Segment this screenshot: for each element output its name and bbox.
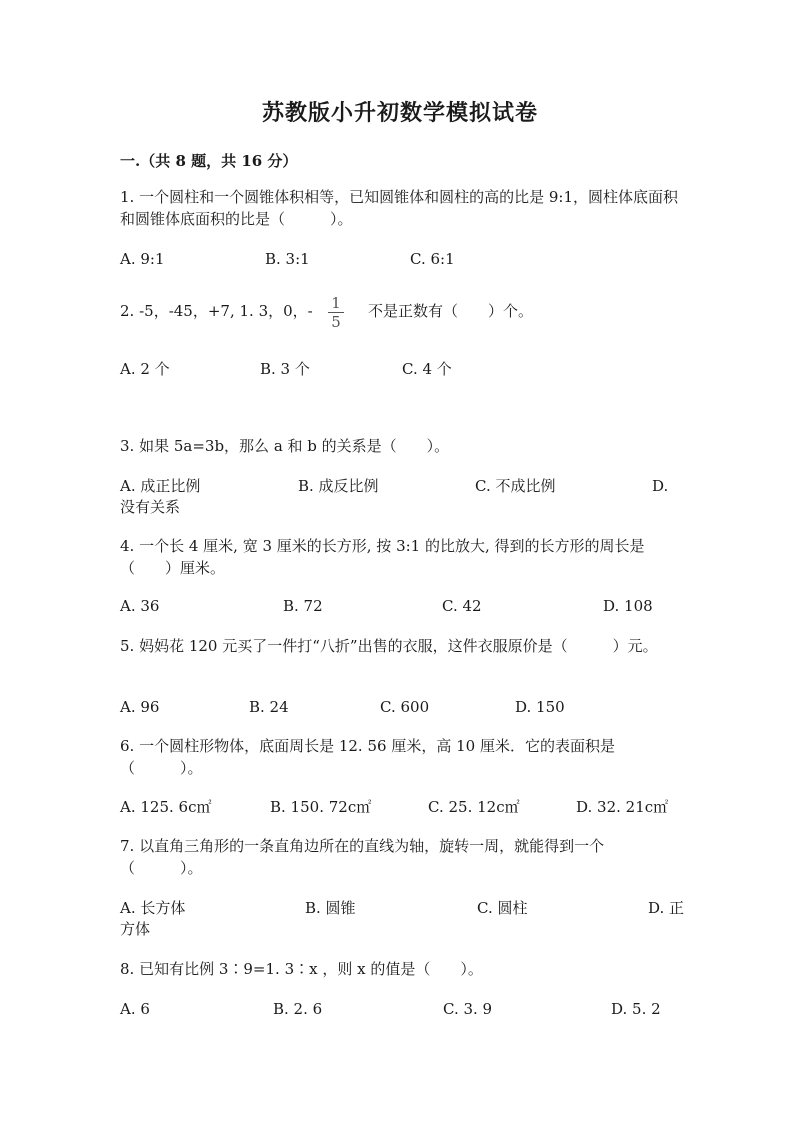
q4-option-c[interactable]: C. 42	[442, 597, 482, 615]
q7-option-d-text[interactable]: 方体	[120, 920, 151, 938]
q8-option-d[interactable]: D. 5. 2	[611, 1000, 661, 1018]
q6-option-d[interactable]: D. 32. 21c㎡	[576, 798, 669, 816]
q3-option-a[interactable]: A. 成正比例	[120, 477, 201, 495]
fraction-numerator: 1	[331, 294, 341, 312]
q2-option-a[interactable]: A. 2 个	[120, 360, 170, 378]
question-7: 7. 以直角三角形的一条直角边所在的直线为轴，旋转一周，就能得到一个（ ）。	[120, 837, 605, 877]
q5-option-c[interactable]: C. 600	[380, 698, 430, 716]
q8-option-a[interactable]: A. 6	[120, 1000, 150, 1018]
question-3: 3. 如果 5a=3b，那么 a 和 b 的关系是（ ）。	[120, 437, 450, 455]
q8-option-c[interactable]: C. 3. 9	[443, 1000, 493, 1018]
q4-option-d[interactable]: D. 108	[603, 597, 653, 615]
question-6: 6. 一个圆柱形物体，底面周长是 12. 56 厘米，高 10 厘米．它的表面积是（ ）。	[120, 737, 615, 777]
section-heading: 一.（共 8 题，共 16 分）	[120, 152, 298, 170]
exam-title: 苏教版小升初数学模拟试卷	[261, 100, 538, 126]
q4-option-a[interactable]: A. 36	[120, 597, 160, 615]
q6-option-c[interactable]: C. 25. 12c㎡	[428, 798, 520, 816]
q6-option-b[interactable]: B. 150. 72c㎡	[270, 798, 372, 816]
q3-option-c[interactable]: C. 不成比例	[475, 477, 556, 495]
q5-option-b[interactable]: B. 24	[249, 698, 289, 716]
q7-option-d[interactable]: D. 正	[648, 899, 685, 917]
q1-option-b[interactable]: B. 3:1	[265, 250, 310, 268]
q2-option-c[interactable]: C. 4 个	[402, 360, 452, 378]
q5-option-a[interactable]: A. 96	[120, 698, 160, 716]
q4-option-b[interactable]: B. 72	[283, 597, 323, 615]
q3-option-b[interactable]: B. 成反比例	[298, 477, 379, 495]
q5-option-d[interactable]: D. 150	[515, 698, 565, 716]
q7-option-a[interactable]: A. 长方体	[120, 899, 186, 917]
question-1: 1. 一个圆柱和一个圆锥体积相等，已知圆锥体和圆柱的高的比是 9:1，圆柱体底面积和圆锥体底面积的比是（ ）。	[120, 188, 678, 228]
question-2-text-before: 2. -5，-45，+7, 1. 3，0，-	[120, 302, 313, 320]
question-2-text-after: 不是正数有（ ）个。	[368, 302, 534, 320]
q7-option-b[interactable]: B. 圆锥	[305, 899, 356, 917]
q2-option-b[interactable]: B. 3 个	[260, 360, 310, 378]
q6-option-a[interactable]: A. 125. 6c㎡	[120, 798, 212, 816]
question-8: 8. 已知有比例 3∶9=1. 3∶x ，则 x 的值是（ ）。	[120, 960, 483, 978]
question-5: 5. 妈妈花 120 元买了一件打“八折”出售的衣服，这件衣服原价是（ ）元。	[120, 637, 658, 655]
q3-option-d[interactable]: D.	[652, 477, 669, 495]
question-4: 4. 一个长 4 厘米, 宽 3 厘米的长方形, 按 3:1 的比放大, 得到的长方形的周长是（ ）厘米。	[120, 537, 645, 577]
q3-option-d-text[interactable]: 没有关系	[120, 498, 181, 516]
q1-option-a[interactable]: A. 9:1	[120, 250, 165, 268]
fraction-denominator: 5	[331, 313, 341, 331]
q7-option-c[interactable]: C. 圆柱	[477, 899, 528, 917]
question-2-fraction	[328, 295, 344, 330]
q8-option-b[interactable]: B. 2. 6	[273, 1000, 323, 1018]
q1-option-c[interactable]: C. 6:1	[410, 250, 455, 268]
